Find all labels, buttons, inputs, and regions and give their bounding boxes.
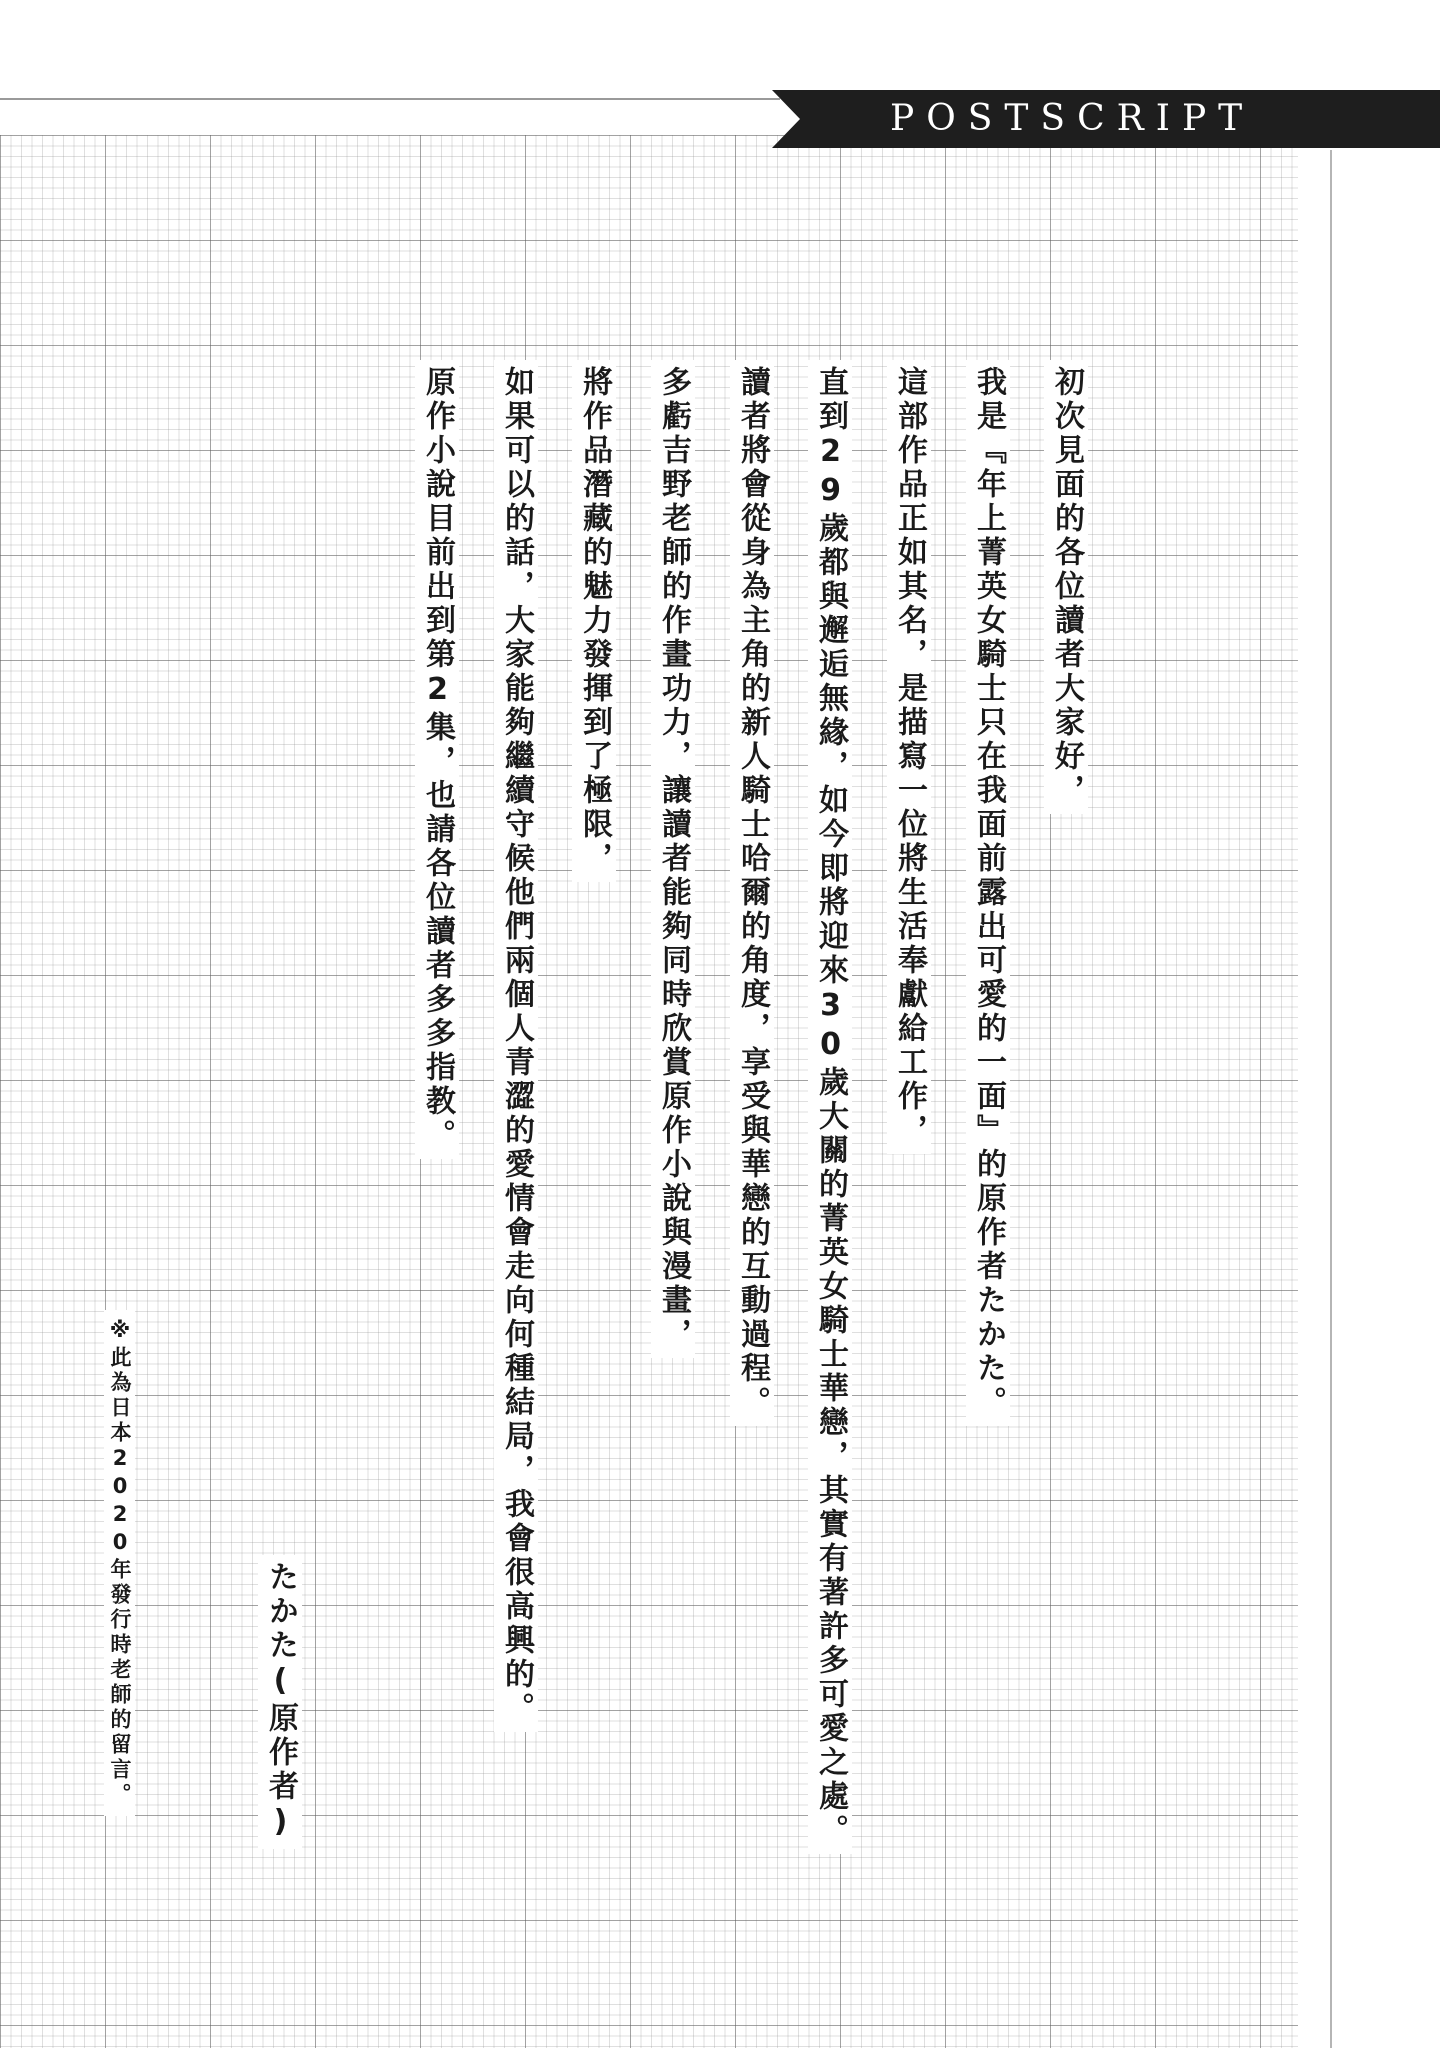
author-signature: たかた(原作者) bbox=[258, 1555, 302, 1849]
text-line-8: 如果可以的話，大家能夠繼續守候他們兩個人青澀的愛情會走向何種結局，我會很高興的。 bbox=[494, 360, 538, 1732]
text-line-4: 直到29歲都與邂逅無緣，如今即將迎來30歲大關的菁英女騎士華戀，其實有著許多可愛之處。 bbox=[808, 360, 852, 1854]
text-line-7: 將作品潛藏的魅力發揮到了極限， bbox=[572, 360, 616, 882]
graph-paper-background bbox=[0, 135, 1298, 2048]
text-line-1: 初次見面的各位讀者大家好， bbox=[1044, 360, 1088, 814]
text-line-5: 讀者將會從身為主角的新人騎士哈爾的角度，享受與華戀的互動過程。 bbox=[730, 360, 774, 1426]
page-title: POSTSCRIPT bbox=[890, 98, 1255, 139]
text-line-9: 原作小說目前出到第2集，也請各位讀者多多指教。 bbox=[415, 360, 459, 1159]
text-line-6: 多虧吉野老師的作畫功力，讓讀者能夠同時欣賞原作小說與漫畫， bbox=[651, 360, 695, 1358]
footnote: ※此為日本2020年發行時老師的留言。 bbox=[104, 1310, 135, 1816]
text-line-3: 這部作品正如其名，是描寫一位將生活奉獻給工作， bbox=[887, 360, 931, 1154]
text-line-2: 我是『年上菁英女騎士只在我面前露出可愛的一面』的原作者たかた。 bbox=[966, 360, 1010, 1426]
right-rule-line bbox=[1330, 150, 1332, 2048]
top-rule-line bbox=[0, 98, 780, 100]
